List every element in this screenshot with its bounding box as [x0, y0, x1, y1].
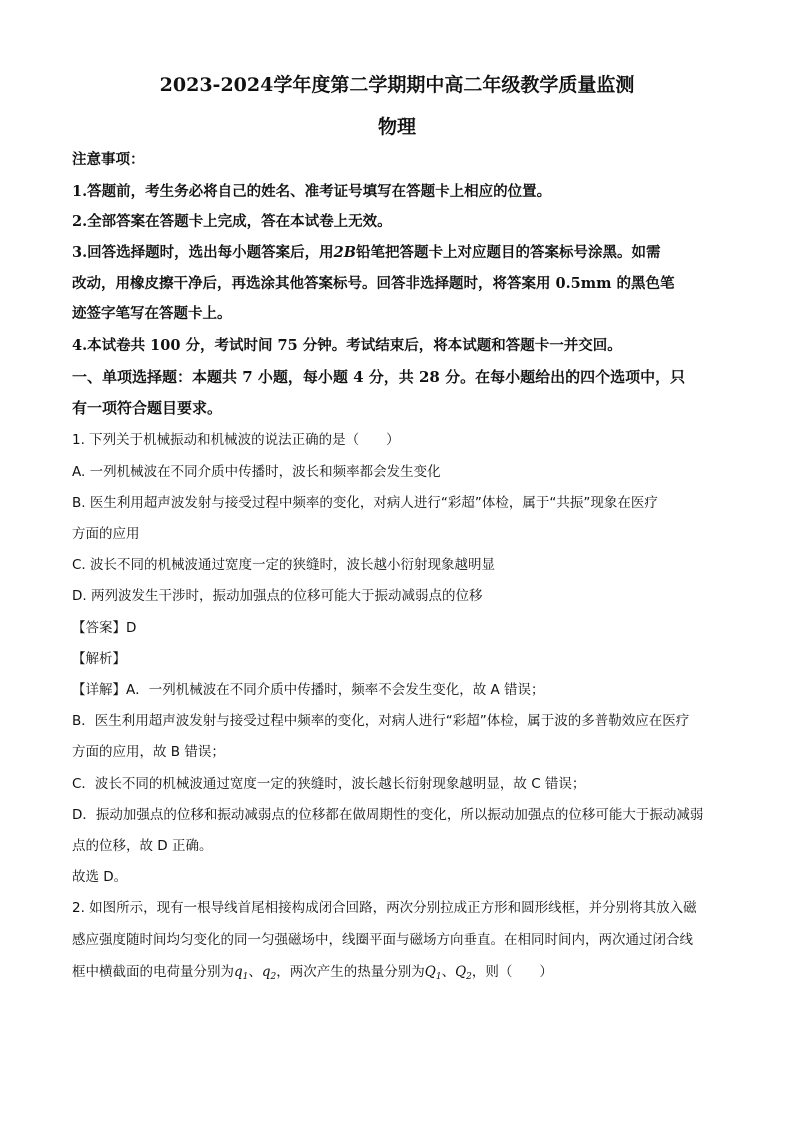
Q2-symbol: $Q_2$ [455, 964, 472, 982]
q1-stem: 1. 下列关于机械振动和机械波的说法正确的是（ ） [72, 432, 400, 448]
q2-text-a: 框中横截面的电荷量分别为 [72, 964, 234, 980]
q1-option-c: C. 波长不同的机械波通过宽度一定的狭缝时，波长越小衍射现象越明显 [72, 557, 496, 573]
q2-symbol: $q_2$ [261, 964, 277, 982]
q1-symbol: $q_1$ [234, 964, 249, 982]
notice-item-1: 1.答题前，考生务必将自己的姓名、准考证号填写在答题卡上相应的位置。 [72, 183, 552, 200]
q1-detail-a [72, 680, 545, 700]
notice-item-2: 2.全部答案在答题卡上完成，答在本试卷上无效。 [72, 213, 392, 230]
q1-option-b-line-2: 方面的应用 [72, 526, 140, 542]
q1-detail-b-line-2: 方面的应用，故 B 错误； [72, 744, 225, 760]
notice-item-3-line-2: 改动，用橡皮擦干净后，再选涂其他答案标号。回答非选择题时，将答案用 0.5mm 的黑色笔 [72, 275, 675, 292]
q1-detail-d-line-1: D．振动加强点的位移和振动减弱点的位移都在做周期性的变化，所以振动加强点的位移可能大于振动减弱 [72, 807, 704, 823]
q1-detail-c: C．波长不同的机械波通过宽度一定的狭缝时，波长越长衍射现象越明显，故 C 错误； [72, 776, 586, 792]
q1-detail-d-line-2: 点的位移，故 D 正确。 [72, 838, 213, 854]
separator: 、 [248, 964, 262, 980]
detail-a-text: A．一列机械波在不同介质中传播时，频率不会发生变化，故 A 错误； [126, 682, 545, 698]
answer-tag: 【答案】 [72, 620, 126, 636]
q2-stem-line-1: 2. 如图所示，现有一根导线首尾相接构成闭合回路，两次分别拉成正方形和圆形线框，并分别将其放入磁 [72, 900, 697, 916]
separator: 、 [441, 964, 456, 980]
detail-tag: 【详解】 [72, 682, 126, 698]
pencil-grade: 2B [333, 244, 356, 261]
section-1-heading-line-2: 有一项符合题目要求。 [72, 399, 223, 417]
exam-title: 2023-2024学年度第二学期期中高二年级教学质量监测 [159, 74, 635, 96]
q1-conclusion: 故选 D。 [72, 869, 128, 885]
q2-stem-line-2: 感应强度随时间均匀变化的同一匀强磁场中，线圈平面与磁场方向垂直。在相同时间内，两次通过闭合线 [72, 932, 693, 948]
answer-value: D [126, 620, 137, 636]
notice-item-4: 4.本试卷共 100 分，考试时间 75 分钟。考试结束后，将本试题和答题卡一并交回。 [72, 337, 622, 354]
q1-detail-b-line-1: B．医生利用超声波发射与接受过程中频率的变化，对病人进行“彩超”体检，属于波的多普勒效应在医疗 [72, 713, 690, 729]
q2-text-c: ，则（ ） [471, 964, 553, 980]
q1-analysis-tag: 【解析】 [72, 651, 126, 667]
notice-item-3-line-1 [72, 243, 661, 263]
Q1-symbol: $Q_1$ [424, 964, 442, 982]
notice-item-3-text-a: 3.回答选择题时，选出每小题答案后，用 [72, 244, 334, 261]
q1-option-b-line-1: B. 医生利用超声波发射与接受过程中频率的变化，对病人进行“彩超”体检，属于“共振”现象在医疗 [72, 495, 658, 511]
notice-item-3-line-3: 迹签字笔写在答题卡上。 [72, 305, 232, 322]
q1-answer [72, 618, 136, 638]
notice-heading: 注意事项： [72, 151, 145, 168]
q1-option-a: A. 一列机械波在不同介质中传播时，波长和频率都会发生变化 [72, 464, 441, 480]
subject-title: 物理 [377, 116, 416, 138]
q2-text-b: ，两次产生的热量分别为 [276, 964, 425, 980]
section-1-heading-line-1: 一、单项选择题：本题共 7 小题，每小题 4 分，共 28 分。在每小题给出的四个选项中，只 [72, 368, 686, 386]
q1-option-d: D. 两列波发生干涉时，振动加强点的位移可能大于振动减弱点的位移 [72, 588, 483, 604]
notice-item-3-text-c: 铅笔把答题卡上对应题目的答案标号涂黑。如需 [356, 244, 661, 261]
q2-stem-line-3 [72, 962, 553, 987]
